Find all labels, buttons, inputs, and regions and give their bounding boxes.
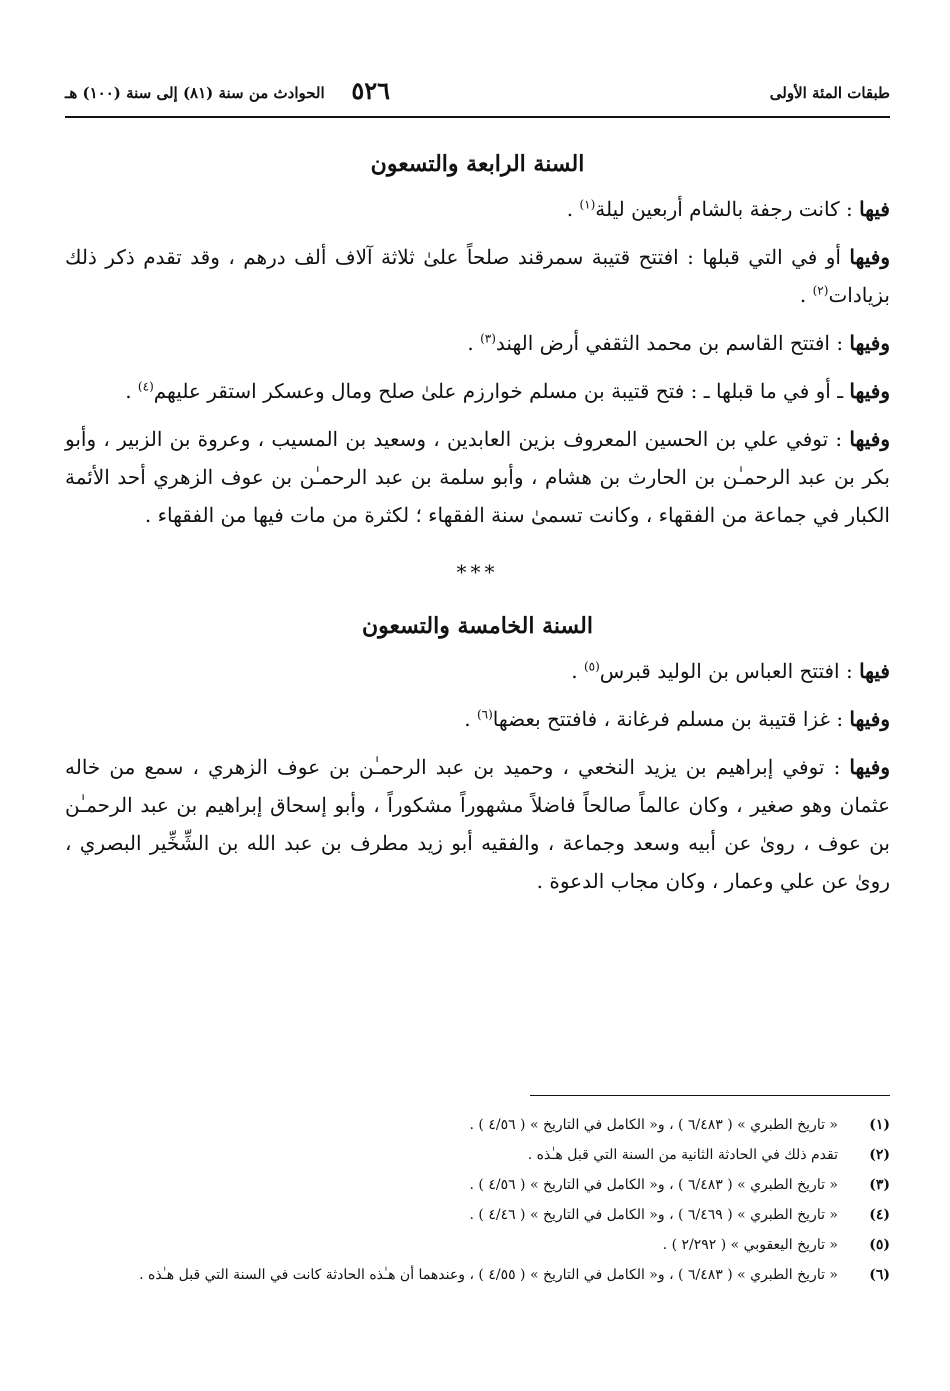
chapter-range: الحوادث من سنة (٨١) إلى سنة (١٠٠) هـ — [65, 84, 325, 102]
footnote-item — [65, 1110, 890, 1140]
footnote-ref[interactable]: (٦) — [476, 707, 493, 722]
paragraph-text: أو في التي قبلها : افتتح قتيبة سمرقند صلحاً علىٰ ثلاثة آلاف ألف درهم ، وقد تقدم ذكر ذلك بزيادات — [65, 245, 890, 307]
footnote-text: « تاريخ الطبري » ( ٦/٤٨٣ ) ، و« الكامل في التاريخ » ( ٤/٥٥ ) ، وعندهما أن هـٰذه الحادثة كانت في السنة التي قبل هـٰذه . — [139, 1267, 838, 1283]
paragraph — [65, 190, 890, 228]
footnote-ref[interactable]: (٥) — [583, 659, 600, 674]
footnotes — [65, 1110, 890, 1290]
footnote-text: « تاريخ الطبري » ( ٦/٤٦٩ ) ، و« الكامل في التاريخ » ( ٤/٤٦ ) . — [469, 1207, 838, 1223]
footnote-text: « تاريخ اليعقوبي » ( ٢/٢٩٢ ) . — [662, 1237, 838, 1253]
paragraph-text: ـ أو في ما قبلها ـ : فتح قتيبة بن مسلم خوارزم علىٰ صلح ومال وعسكر استقر عليهم — [153, 379, 850, 403]
paragraph-text: : افتتح القاسم بن محمد الثقفي أرض الهند — [495, 331, 850, 355]
paragraph — [65, 652, 890, 690]
paragraph-lead: وفيها — [849, 707, 890, 731]
paragraph — [65, 420, 890, 534]
paragraph — [65, 700, 890, 738]
footnote-item — [65, 1230, 890, 1260]
footnote-item — [65, 1260, 890, 1290]
footnote-text: تقدم ذلك في الحادثة الثانية من السنة التي قبل هـٰذه . — [527, 1147, 838, 1163]
footnote-ref[interactable]: (١) — [579, 197, 596, 212]
page-body — [65, 138, 890, 910]
footnote-item — [65, 1140, 890, 1170]
paragraph-tail: . — [571, 659, 584, 683]
footnote-item — [65, 1170, 890, 1200]
paragraph — [65, 324, 890, 362]
footnote-text: « تاريخ الطبري » ( ٦/٤٨٣ ) ، و« الكامل في التاريخ » ( ٤/٥٦ ) . — [469, 1117, 838, 1133]
paragraph-lead: وفيها — [849, 245, 890, 269]
paragraph-text: : غزا قتيبة بن مسلم فرغانة ، فافتتح بعضها — [492, 707, 850, 731]
paragraph — [65, 748, 890, 900]
footnote-number: (٣) — [869, 1177, 890, 1193]
header-divider — [65, 116, 890, 118]
paragraph-lead: فيها — [859, 659, 890, 683]
paragraph-lead: وفيها — [849, 427, 890, 451]
paragraph-tail: . — [125, 379, 138, 403]
footnote-number: (٢) — [869, 1147, 890, 1163]
section-separator: *** — [456, 560, 499, 584]
footnote-ref[interactable]: (٣) — [480, 331, 496, 346]
footnote-number: (٥) — [869, 1237, 890, 1253]
footnote-ref[interactable]: (٢) — [812, 283, 829, 298]
footnote-divider — [530, 1095, 890, 1096]
running-title: طبقات المئة الأولى — [769, 84, 890, 102]
paragraph-lead: فيها — [859, 197, 890, 221]
footnote-ref[interactable]: (٤) — [137, 379, 154, 394]
footnote-number: (١) — [869, 1117, 890, 1133]
paragraph-text: : كانت رجفة بالشام أربعين ليلة — [595, 197, 860, 221]
footnote-number: (٦) — [869, 1267, 890, 1283]
paragraph — [65, 372, 890, 410]
section-heading-94: السنة الرابعة والتسعون — [370, 151, 585, 177]
page-number: ٥٢٦ — [351, 76, 390, 105]
paragraph-tail: . — [566, 197, 580, 221]
paragraph — [65, 238, 890, 314]
paragraph-text: : توفي إبراهيم بن يزيد النخعي ، وحميد بن عبد الرحمـٰن بن عوف الزهري ، سمع من خاله عثمان وهو صغير ، وكان عالماً صالحاً فاضلاً مشهوراً مشكوراً ، وأبو إسحاق إبراهيم بن عبد الرحمـٰن بن عوف ، روىٰ عن أبيه وسعد وجماعة ، والفقيه أبو زيد مطرف بن عبد الله بن الشِّخِّير البصري ، روىٰ عن علي وعمار ، وكان مجاب الدعوة . — [65, 755, 890, 893]
paragraph-lead: وفيها — [849, 755, 890, 779]
paragraph-text: : توفي علي بن الحسين المعروف بزين العابدين ، وسعيد بن المسيب ، وعروة بن الزبير ، وأبو بكر بن عبد الرحمـٰن بن الحارث بن هشام ، وأبو سلمة بن عبد الرحمـٰن بن عوف الزهري أحد الأئمة الكبار في جماعة من الفقهاء ، وكانت تسمىٰ سنة الفقهاء ؛ لكثرة من مات فيها من الفقهاء . — [65, 427, 890, 527]
section-heading-95: السنة الخامسة والتسعون — [362, 613, 593, 639]
paragraph-tail: . — [799, 283, 813, 307]
paragraph-lead: وفيها — [849, 331, 890, 355]
paragraph-tail: . — [464, 707, 477, 731]
paragraph-tail: . — [467, 331, 481, 355]
footnote-text: « تاريخ الطبري » ( ٦/٤٨٣ ) ، و« الكامل في التاريخ » ( ٤/٥٦ ) . — [469, 1177, 838, 1193]
footnote-item — [65, 1200, 890, 1230]
footnote-number: (٤) — [869, 1207, 890, 1223]
paragraph-lead: وفيها — [849, 379, 890, 403]
paragraph-text: : افتتح العباس بن الوليد قبرس — [599, 659, 860, 683]
